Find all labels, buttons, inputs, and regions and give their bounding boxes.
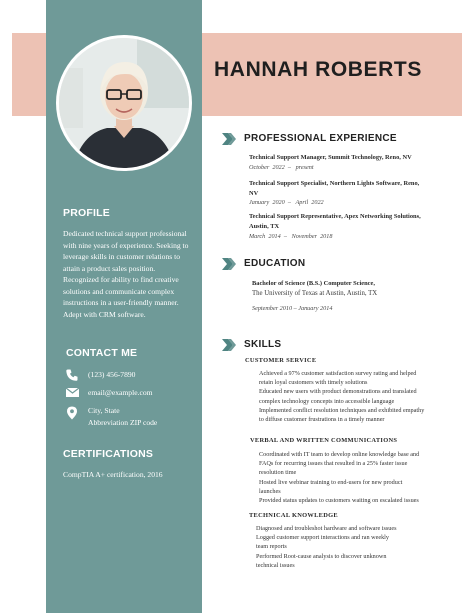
address-line: City, State — [88, 406, 120, 415]
profile-line: attain a product sales position. — [63, 263, 156, 273]
location-pin-icon — [65, 406, 79, 420]
skill-item: Achieved a 97% customer satisfaction survey rating and helped — [259, 370, 417, 377]
skill-group-title: TECHNICAL KNOWLEDGE — [249, 512, 338, 519]
section-arrow-icon — [222, 133, 238, 145]
skill-list — [259, 450, 419, 505]
portrait-photo — [59, 38, 189, 168]
skill-item: Logged customer support interactions and ran weekly — [256, 534, 389, 542]
skill-item: Diagnosed and troubleshot hardware and software issues — [256, 525, 397, 532]
skill-item: technical issues — [256, 561, 295, 569]
skills-heading: SKILLS — [244, 339, 282, 350]
job-title: Technical Support Specialist, Northern Lights Software, Reno, NV — [249, 180, 420, 197]
experience-heading: PROFESSIONAL EXPERIENCE — [244, 133, 397, 144]
email-link[interactable]: email@example.com — [88, 388, 153, 397]
job-title: Technical Support Representative, Apex Networking Solutions, Austin, TX — [249, 213, 421, 230]
profile-line: Dedicated technical support professional — [63, 229, 187, 238]
job-dates: January 2020 – April 2022 — [249, 199, 324, 206]
profile-line: leverage skills in customer relations to — [63, 252, 181, 261]
address — [88, 405, 157, 428]
education-heading: EDUCATION — [244, 258, 306, 269]
skill-item: launches — [259, 487, 281, 495]
profile-text — [63, 228, 199, 320]
skill-item: team reports — [256, 543, 287, 551]
candidate-name: HANNAH ROBERTS — [214, 58, 422, 81]
section-arrow-icon — [222, 258, 238, 270]
skill-item: complex technology concepts into accessible language — [259, 397, 395, 405]
skill-item: retain loyal customers with timely solutions — [259, 379, 368, 387]
school: The University of Texas at Austin, Austin, TX — [252, 290, 378, 297]
profile-line: Adept with CRM software. — [63, 309, 146, 319]
skill-item: Hosted live webinar training to end-users for new product — [259, 478, 403, 486]
skill-list — [259, 369, 424, 424]
skill-group-title: VERBAL AND WRITTEN COMMUNICATIONS — [250, 437, 398, 444]
contact-heading: CONTACT ME — [66, 347, 138, 359]
skill-group-title: CUSTOMER SERVICE — [245, 357, 317, 364]
skill-item: Educated new users with product demonstrations and translated — [259, 388, 417, 396]
profile-line: with nine years of experience. Seeking to — [63, 240, 189, 250]
education-dates: September 2010 – January 2014 — [252, 305, 333, 312]
job-title: Technical Support Manager, Summit Technology, Reno, NV — [249, 154, 412, 161]
profile-line: instructions in a user-friendly manner. — [63, 298, 179, 307]
profile-line: Recognized for ability to find creative — [63, 275, 179, 284]
skill-item: Coordinated with IT team to develop online knowledge base and — [259, 451, 420, 458]
section-arrow-icon — [222, 339, 238, 351]
certifications-heading: CERTIFICATIONS — [63, 448, 154, 460]
phone-icon — [65, 368, 79, 382]
skill-item: Performed Root-cause analysis to discover unknown — [256, 552, 387, 560]
mail-icon — [65, 385, 80, 399]
address-line: Abbreviation ZIP code — [88, 417, 158, 427]
skill-item: Implemented conflict resolution techniques and exhibited empathy — [259, 406, 425, 414]
phone-link[interactable]: (123) 456-7890 — [88, 370, 136, 379]
skill-item: FAQs for recurring issues that resulted in a 25% faster issue — [259, 460, 408, 468]
skill-list — [256, 524, 397, 570]
job-dates: March 2014 – November 2018 — [249, 233, 333, 240]
skill-item: Provided status updates to customers waiting on escalated issues — [259, 497, 419, 505]
degree: Bachelor of Science (B.S.) Computer Science, — [252, 280, 375, 287]
profile-heading: PROFILE — [63, 207, 110, 219]
job-dates: October 2022 – present — [249, 164, 314, 171]
portrait-illustration — [59, 38, 189, 168]
skill-item: resolution time — [259, 469, 297, 477]
certification-item: CompTIA A+ certification, 2016 — [63, 470, 163, 479]
profile-line: solutions and communicate complex — [63, 286, 175, 296]
skill-item: to diffuse customer frustrations in a timely manner — [259, 416, 385, 424]
